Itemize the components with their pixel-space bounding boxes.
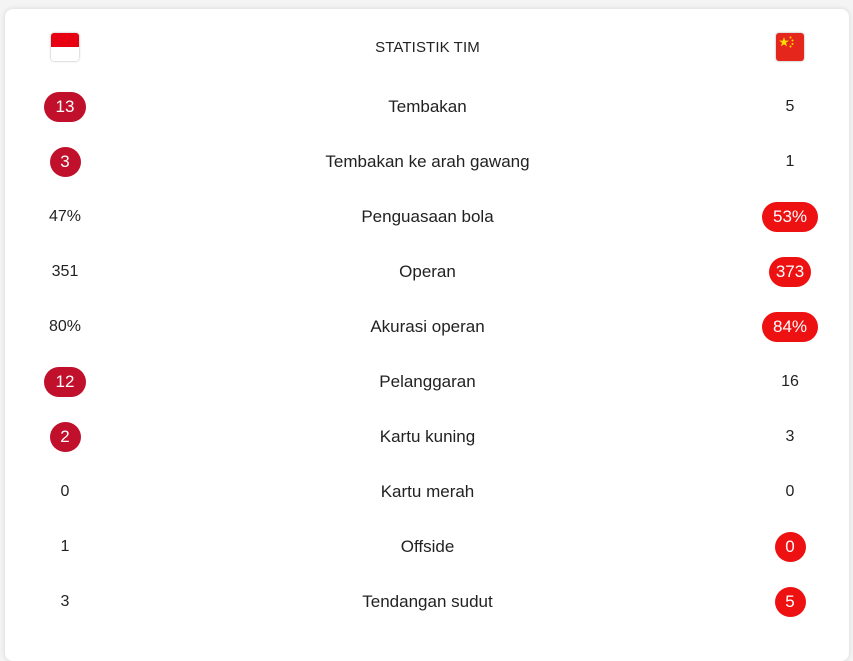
away-stat-cell: [730, 527, 850, 567]
stat-label: Offside: [400, 537, 455, 556]
home-value: 0: [60, 483, 70, 500]
home-value: 351: [51, 263, 79, 280]
stat-row: [5, 142, 849, 182]
away-stat-cell: [730, 472, 850, 512]
china-flag-icon: [776, 33, 804, 61]
away-team-cell: [730, 27, 850, 67]
home-value-highlight-badge: 12: [44, 367, 86, 397]
home-value: 3: [60, 593, 70, 610]
away-value: 3: [785, 428, 795, 445]
stat-row: [5, 582, 849, 622]
stat-row: [5, 362, 849, 402]
home-stat-cell: [5, 472, 125, 512]
stat-row: [5, 417, 849, 457]
away-stat-cell: [730, 142, 850, 182]
home-value-highlight-badge: 3: [50, 147, 81, 177]
stat-row: [5, 252, 849, 292]
away-stat-cell: [730, 87, 850, 127]
stat-row: [5, 472, 849, 512]
home-value: 80%: [48, 318, 82, 335]
home-value: 1: [60, 538, 70, 555]
stat-label: Kartu kuning: [379, 427, 476, 446]
home-stat-cell: [5, 582, 125, 622]
stat-label: Tendangan sudut: [362, 592, 493, 611]
home-value-highlight-badge: 13: [44, 92, 86, 122]
stat-label: Tembakan: [388, 97, 467, 116]
stats-header: [5, 27, 849, 67]
away-value: 5: [785, 98, 795, 115]
stat-row: [5, 87, 849, 127]
home-team-cell: [5, 27, 125, 67]
stats-title: STATISTIK TIM: [375, 38, 480, 56]
stat-row: [5, 197, 849, 237]
stat-label: Akurasi operan: [370, 317, 485, 336]
away-value-highlight-badge: 373: [769, 257, 811, 287]
away-stat-cell: [730, 307, 850, 347]
stat-label: Tembakan ke arah gawang: [325, 152, 530, 171]
home-stat-cell: [5, 362, 125, 402]
stat-row: [5, 307, 849, 347]
home-stat-cell: [5, 197, 125, 237]
away-stat-cell: [730, 362, 850, 402]
home-stat-cell: [5, 142, 125, 182]
away-value-highlight-badge: 5: [775, 587, 806, 617]
home-value-highlight-badge: 2: [50, 422, 81, 452]
home-stat-cell: [5, 87, 125, 127]
stat-label: Operan: [399, 262, 456, 281]
away-value: 16: [781, 373, 799, 390]
away-stat-cell: [730, 252, 850, 292]
home-stat-cell: [5, 252, 125, 292]
home-stat-cell: [5, 417, 125, 457]
stat-row: [5, 527, 849, 567]
away-stat-cell: [730, 417, 850, 457]
away-stat-cell: [730, 582, 850, 622]
stat-label: Penguasaan bola: [361, 207, 494, 226]
away-value: 1: [785, 153, 795, 170]
away-value-highlight-badge: 84%: [762, 312, 818, 342]
stat-label: Pelanggaran: [379, 372, 476, 391]
team-stats-card: [5, 9, 849, 661]
home-stat-cell: [5, 307, 125, 347]
home-stat-cell: [5, 527, 125, 567]
stat-label: Kartu merah: [380, 482, 475, 501]
away-value-highlight-badge: 0: [775, 532, 806, 562]
away-stat-cell: [730, 197, 850, 237]
home-value: 47%: [48, 208, 82, 225]
away-value-highlight-badge: 53%: [762, 202, 818, 232]
away-value: 0: [785, 483, 795, 500]
indonesia-flag-icon: [51, 33, 79, 61]
